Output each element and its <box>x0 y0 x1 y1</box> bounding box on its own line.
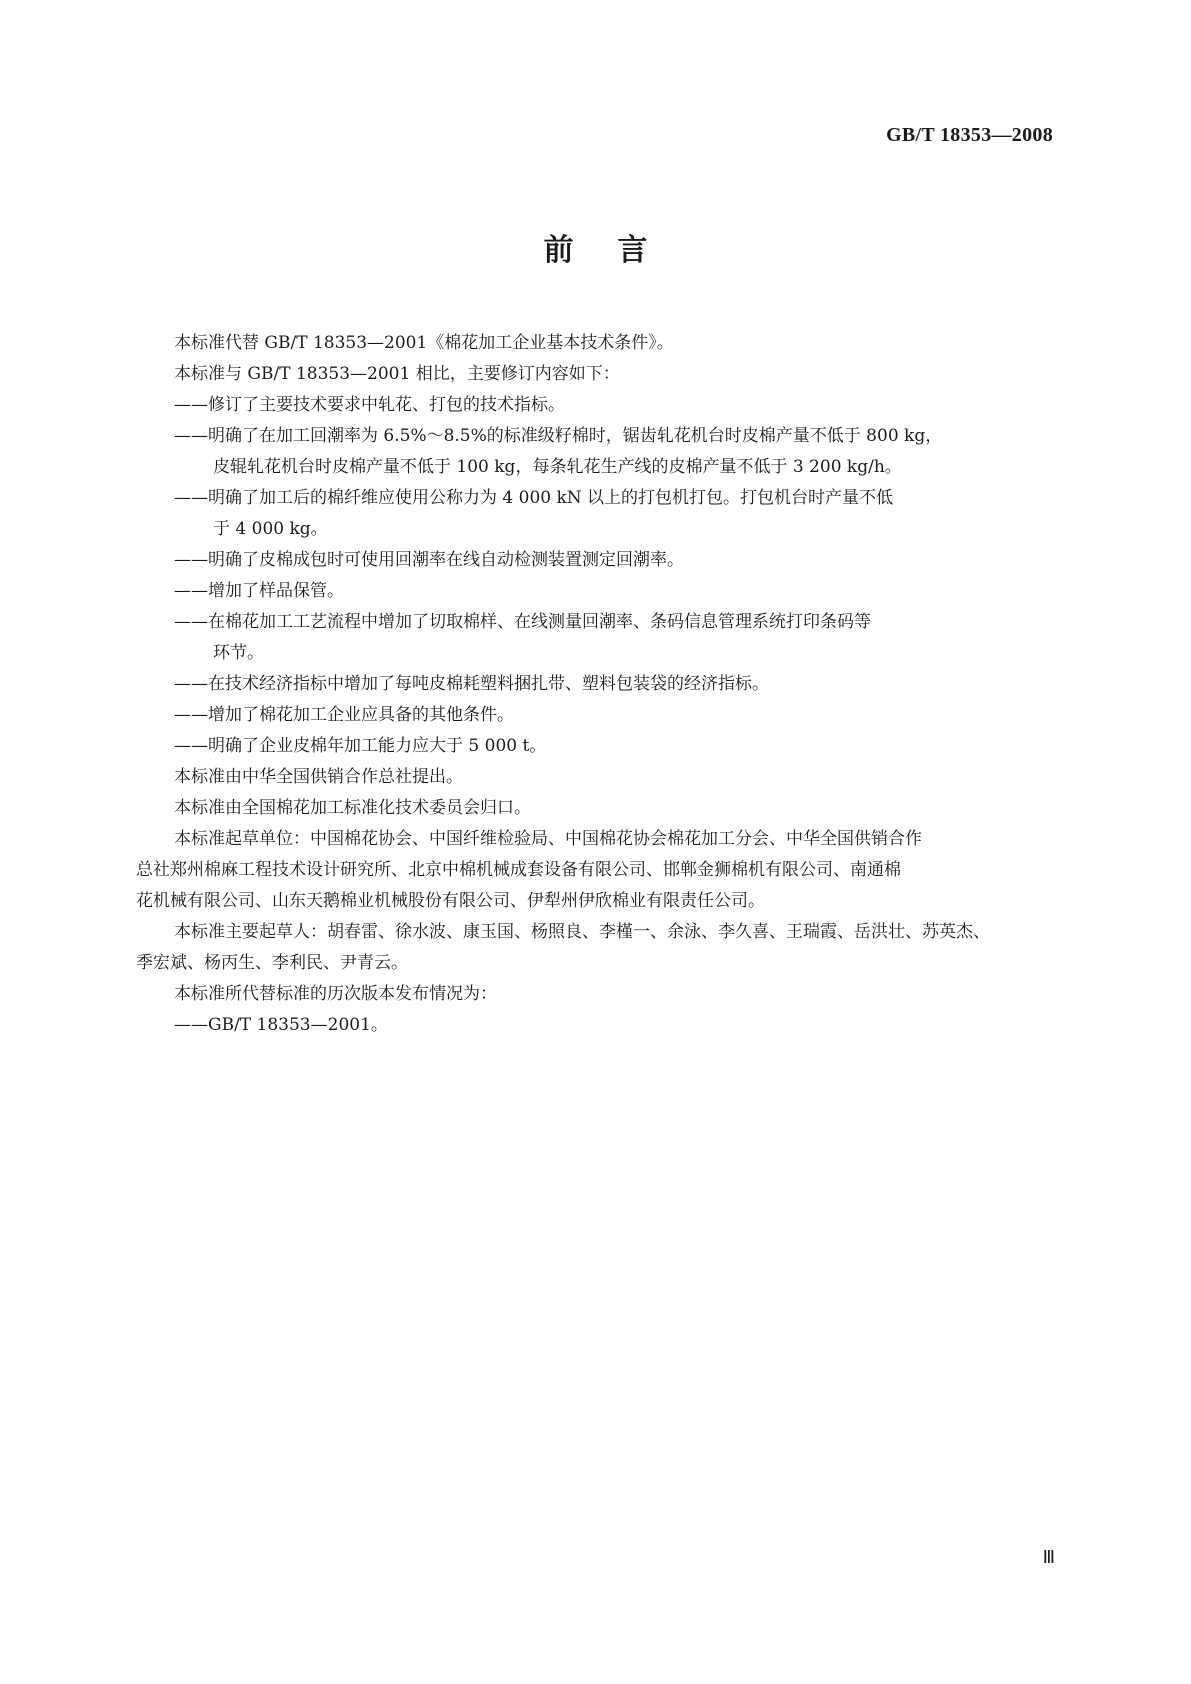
paragraph-continuation: 总社郑州棉麻工程技术设计研究所、北京中棉机械成套设备有限公司、邯郸金狮棉机有限公司、南通棉 <box>136 860 901 880</box>
list-item: ——明确了在加工回潮率为 6.5%～8.5%的标准级籽棉时，锯齿轧花机台时皮棉产量不低于 800 kg， <box>174 426 943 446</box>
list-item: ——明确了皮棉成包时可使用回潮率在线自动检测装置测定回潮率。 <box>174 550 684 570</box>
paragraph-continuation: 花机械有限公司、山东天鹅棉业机械股份有限公司、伊犁州伊欣棉业有限责任公司。 <box>136 891 765 911</box>
page-number: Ⅲ <box>1042 1547 1055 1567</box>
list-item: ——增加了样品保管。 <box>174 581 344 601</box>
list-item: ——明确了加工后的棉纤维应使用公称力为 4 000 kN 以上的打包机打包。打包机台时产量不低 <box>174 488 894 508</box>
list-item: ——修订了主要技术要求中轧花、打包的技术指标。 <box>174 395 565 415</box>
paragraph: 本标准起草单位：中国棉花协会、中国纤维检验局、中国棉花协会棉花加工分会、中华全国供销合作 <box>174 829 922 849</box>
paragraph-continuation: 季宏斌、杨丙生、李利民、尹青云。 <box>136 953 408 973</box>
list-item: ——明确了企业皮棉年加工能力应大于 5 000 t。 <box>174 736 547 756</box>
paragraph: 本标准由全国棉花加工标准化技术委员会归口。 <box>174 798 531 818</box>
list-item-continuation: 环节。 <box>213 643 264 663</box>
list-item-continuation: 皮辊轧花机台时皮棉产量不低于 100 kg，每条轧花生产线的皮棉产量不低于 3 200 kg/h。 <box>213 457 902 477</box>
paragraph: 本标准主要起草人：胡春雷、徐水波、康玉国、杨照良、李槿一、余泳、李久喜、王瑞霞、岳洪壮、苏英杰、 <box>174 922 990 942</box>
paragraph: 本标准代替 GB/T 18353—2001《棉花加工企业基本技术条件》。 <box>174 333 674 353</box>
paragraph: 本标准由中华全国供销合作总社提出。 <box>174 767 463 787</box>
list-item: ——增加了棉花加工企业应具备的其他条件。 <box>174 705 514 725</box>
list-item: ——在技术经济指标中增加了每吨皮棉耗塑料捆扎带、塑料包装袋的经济指标。 <box>174 674 769 694</box>
list-item: ——GB/T 18353—2001。 <box>174 1015 388 1035</box>
standard-code: GB/T 18353—2008 <box>886 124 1053 146</box>
list-item: ——在棉花加工工艺流程中增加了切取棉样、在线测量回潮率、条码信息管理系统打印条码等 <box>174 612 871 632</box>
paragraph: 本标准与 GB/T 18353—2001 相比，主要修订内容如下： <box>174 364 620 384</box>
list-item-continuation: 于 4 000 kg。 <box>213 519 328 539</box>
page-title: 前言 <box>543 233 692 268</box>
paragraph: 本标准所代替标准的历次版本发布情况为： <box>174 984 497 1004</box>
